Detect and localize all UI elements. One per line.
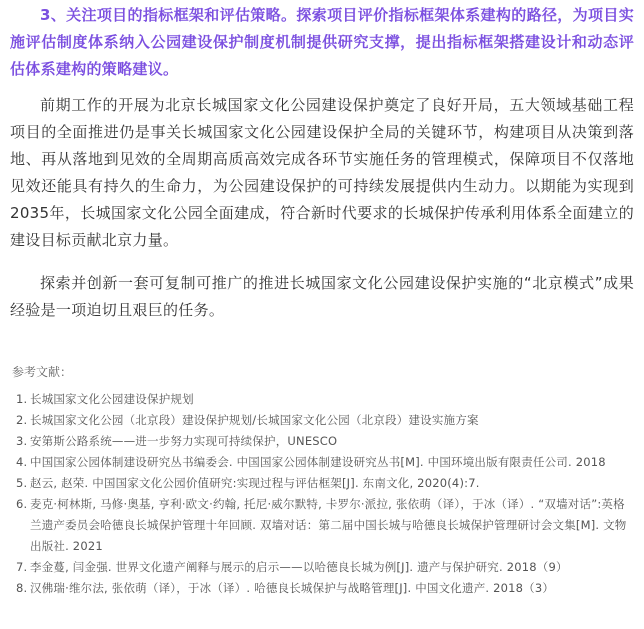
reference-text: 赵云, 赵荣. 中国国家文化公园价值研究:实现过程与评估框架[J]. 东南文化, 2020(4):7. bbox=[30, 476, 480, 490]
reference-item bbox=[10, 389, 634, 410]
reference-number: 4. bbox=[16, 455, 28, 469]
references-section bbox=[10, 363, 634, 599]
body-paragraph-beijing-model: 探索并创新一套可复制可推广的推进长城国家文化公园建设保护实施的“北京模式”成果经验是一项迫切且艰巨的任务。 bbox=[10, 274, 634, 319]
reference-item bbox=[10, 452, 634, 473]
reference-number: 1. bbox=[16, 392, 28, 406]
strategy-paragraph: 3、关注项目的指标框架和评估策略。探索项目评价指标框架体系建构的路径，为项目实施评估制度体系纳入公园建设保护制度机制提供研究支撑，提出指标框架搭建设计和动态评估体系建构的策略建议。 bbox=[10, 6, 634, 78]
reference-text: 麦克·柯林斯, 马修·奥基, 亨利·欧文·约翰, 托尼·威尔默特, 卡罗尔·派拉, 张依萌（译），于冰（译）. “双墙对话”:英格兰遗产委员会哈德良长城保护管理十年回顾. 双墙对话：第二届中国长城与哈德良长城保护管理研讨会文集[M]. 文物出版社. 2021 bbox=[30, 497, 627, 553]
reference-item bbox=[10, 557, 634, 578]
reference-text: 汉佛瑞·维尔法, 张依萌（译），于冰（译）. 哈德良长城保护与战略管理[J]. 中国文化遗产. 2018（3） bbox=[30, 581, 555, 595]
reference-text: 安第斯公路系统——进一步努力实现可持续保护，UNESCO bbox=[30, 434, 338, 448]
reference-number: 2. bbox=[16, 413, 28, 427]
reference-text: 李金蔓, 闫金强. 世界文化遗产阐释与展示的启示——以哈德良长城为例[J]. 遗产与保护研究. 2018（9） bbox=[30, 560, 568, 574]
reference-item bbox=[10, 473, 634, 494]
reference-text: 中国国家公园体制建设研究丛书编委会. 中国国家公园体制建设研究丛书[M]. 中国环境出版有限责任公司. 2018 bbox=[30, 455, 606, 469]
reference-number: 5. bbox=[16, 476, 28, 490]
reference-number: 6. bbox=[16, 497, 28, 511]
reference-number: 8. bbox=[16, 581, 28, 595]
body-paragraph: 前期工作的开展为北京长城国家文化公园建设保护奠定了良好开局，五大领域基础工程项目的全面推进仍是事关长城国家文化公园建设保护全局的关键环节，构建项目从决策到落地、再从落地到见效的全周期高质高效完成各环节实施任务的管理模式，保障项目不仅落地见效还能具有持久的生命力，为公园建设保护的可持续发展提供内生动力。以期能为实现到2035年，长城国家文化公园全面建成，符合新时代要求的长城保护传承利用体系全面建立的建设目标贡献北京力量。 bbox=[10, 96, 634, 249]
reference-text: 长城国家文化公园建设保护规划 bbox=[30, 392, 194, 406]
reference-number: 7. bbox=[16, 560, 28, 574]
references-title: 参考文献： bbox=[12, 365, 73, 379]
reference-item bbox=[10, 578, 634, 599]
references-list bbox=[10, 389, 634, 599]
reference-item bbox=[10, 494, 634, 557]
reference-item bbox=[10, 410, 634, 431]
reference-item bbox=[10, 431, 634, 452]
reference-text: 长城国家文化公园（北京段）建设保护规划/长城国家文化公园（北京段）建设实施方案 bbox=[30, 413, 479, 427]
reference-number: 3. bbox=[16, 434, 28, 448]
